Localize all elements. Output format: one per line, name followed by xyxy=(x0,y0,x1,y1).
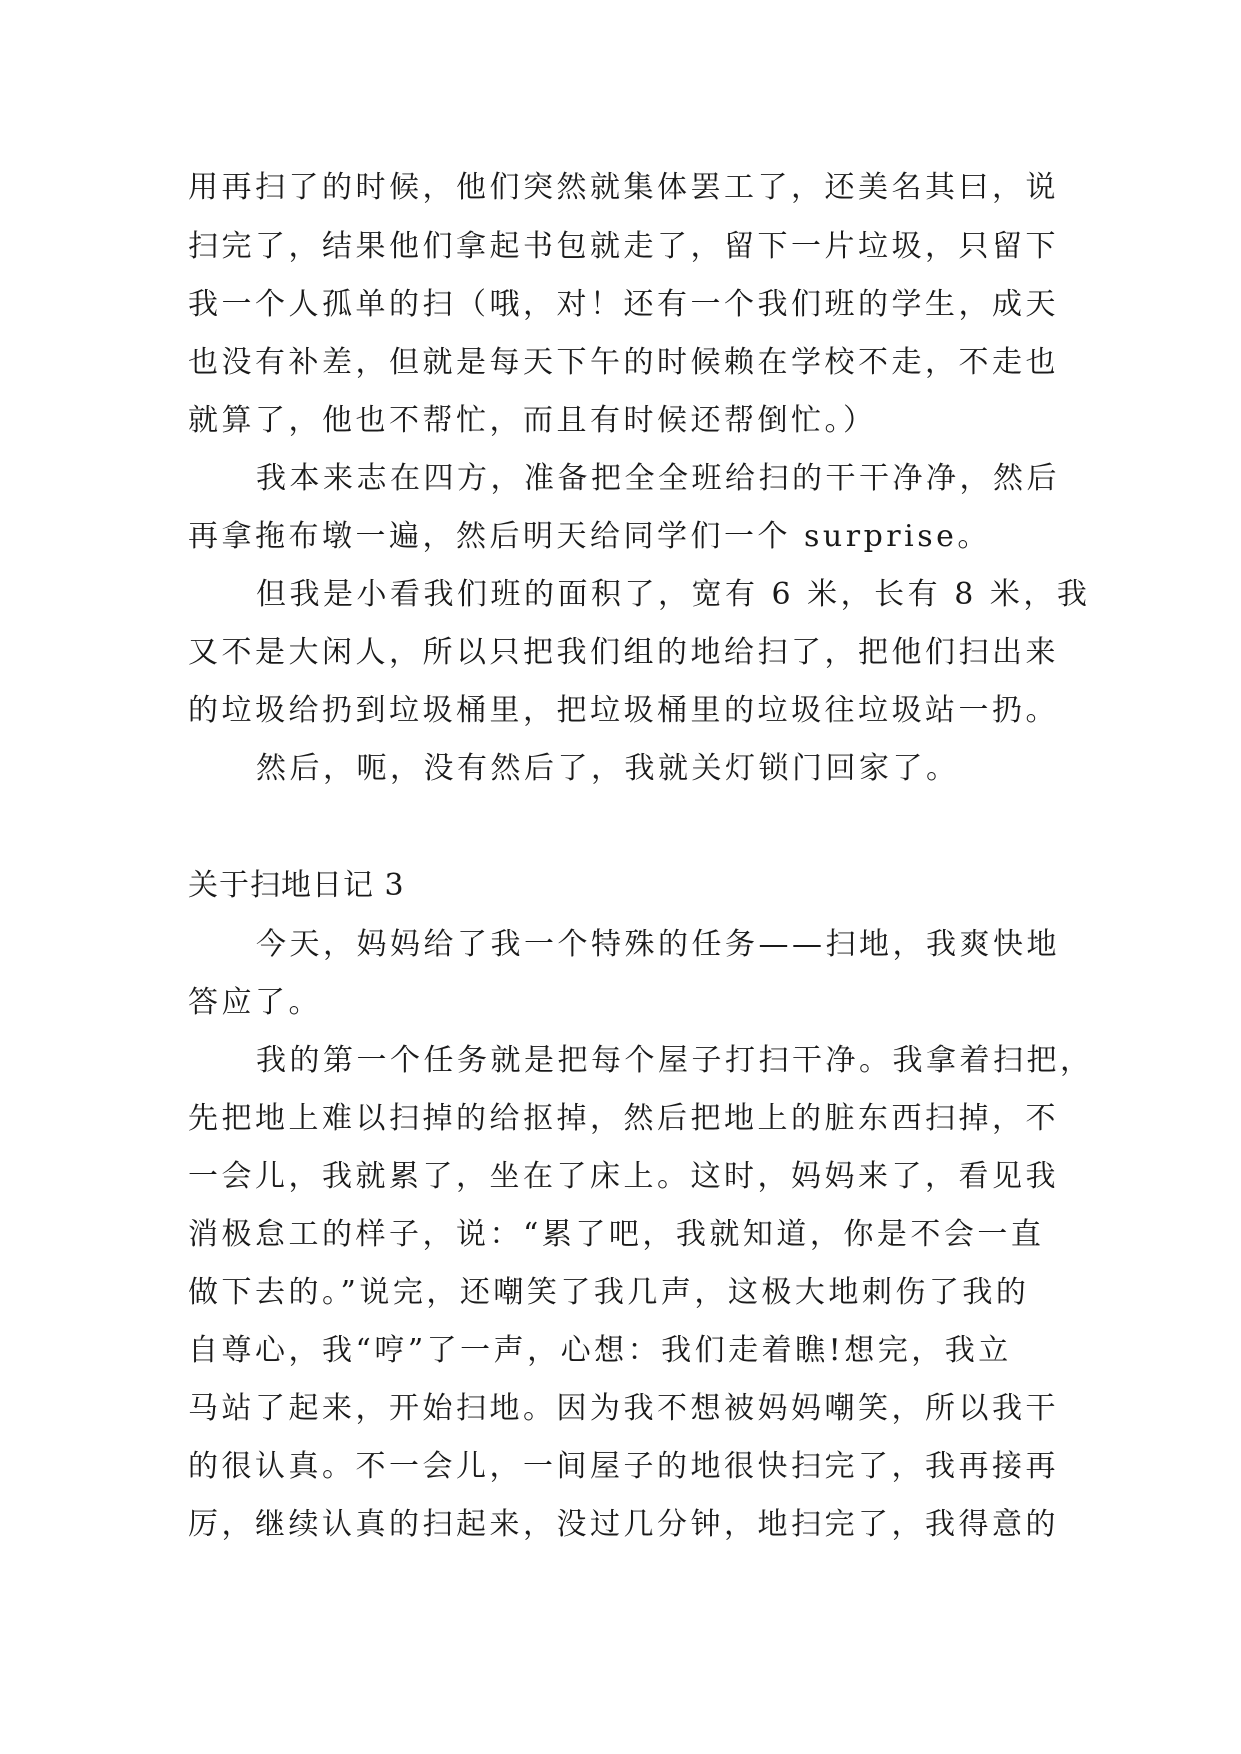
text-line: 一会儿，我就累了，坐在了床上。这时，妈妈来了，看见我 xyxy=(188,1159,1059,1194)
text-line: 答应了。 xyxy=(188,985,322,1020)
text-line: 做下去的。”说完，还嘲笑了我几声，这极大地刺伤了我的 xyxy=(188,1275,1030,1310)
text-line: 用再扫了的时候，他们突然就集体罢工了，还美名其曰，说 xyxy=(188,170,1059,205)
text-line: 马站了起来，开始扫地。因为我不想被妈妈嘲笑，所以我干 xyxy=(188,1391,1059,1426)
text-line: 扫完了，结果他们拿起书包就走了，留下一片垃圾，只留下 xyxy=(188,229,1059,264)
text-line: 我一个人孤单的扫（哦，对！还有一个我们班的学生，成天 xyxy=(188,287,1059,322)
text-line: 消极怠工的样子，说：“累了吧，我就知道，你是不会一直 xyxy=(188,1217,1045,1252)
text-line: 厉，继续认真的扫起来，没过几分钟，地扫完了，我得意的 xyxy=(188,1507,1059,1542)
paragraph-start-line: 但我是小看我们班的面积了，宽有 6 米，长有 8 米，我 xyxy=(256,577,1091,612)
text-line: 自尊心，我“哼”了一声，心想：我们走着瞧!想完，我立 xyxy=(188,1333,1012,1368)
paragraph-start-line: 今天，妈妈给了我一个特殊的任务——扫地，我爽快地 xyxy=(256,927,1060,962)
text-line: 就算了，他也不帮忙，而且有时候还帮倒忙。） xyxy=(188,403,877,438)
paragraph-start-line: 然后，呃，没有然后了，我就关灯锁门回家了。 xyxy=(256,751,960,786)
section-heading: 关于扫地日记 3 xyxy=(188,868,405,903)
text-line: 先把地上难以扫掉的给抠掉，然后把地上的脏东西扫掉，不 xyxy=(188,1101,1059,1136)
text-line: 也没有补差，但就是每天下午的时候赖在学校不走，不走也 xyxy=(188,345,1059,380)
paragraph-start-line: 我的第一个任务就是把每个屋子打扫干净。我拿着扫把， xyxy=(256,1043,1094,1078)
text-line: 又不是大闲人，所以只把我们组的地给扫了，把他们扫出来 xyxy=(188,635,1059,670)
paragraph-start-line: 我本来志在四方，准备把全全班给扫的干干净净，然后 xyxy=(256,461,1060,496)
text-line: 的很认真。不一会儿，一间屋子的地很快扫完了，我再接再 xyxy=(188,1449,1059,1484)
text-line: 再拿拖布墩一遍，然后明天给同学们一个 surprise。 xyxy=(188,519,991,554)
text-line: 的垃圾给扔到垃圾桶里，把垃圾桶里的垃圾往垃圾站一扔。 xyxy=(188,693,1059,728)
